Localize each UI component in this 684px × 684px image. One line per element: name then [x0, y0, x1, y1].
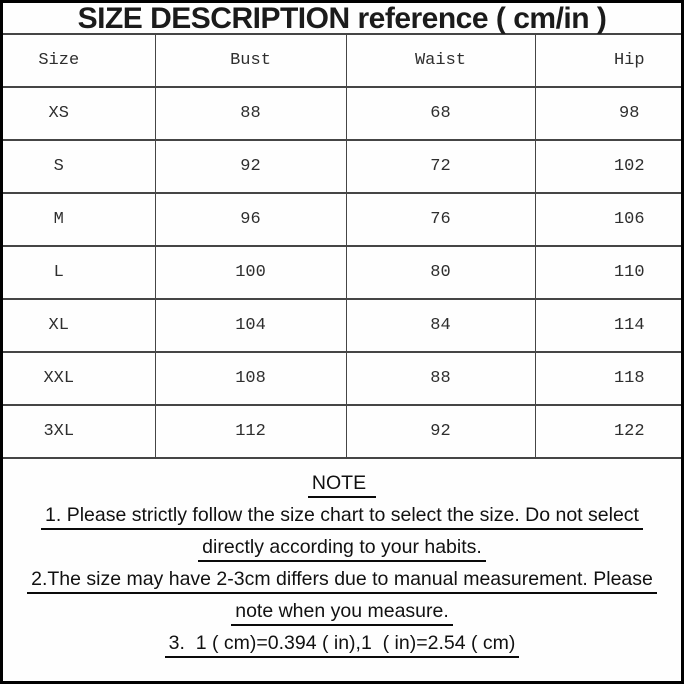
page-title: SIZE DESCRIPTION reference ( cm/in )	[77, 2, 607, 35]
cell-hip: 118	[535, 352, 681, 405]
note-section	[3, 459, 681, 658]
note-line-text: directly according to your habits.	[198, 536, 486, 562]
note-line-text: 3. 1 ( cm)=0.394 ( in),1 ( in)=2.54 ( cm)	[165, 632, 520, 658]
table-row	[3, 87, 681, 140]
column-header-size: Size	[3, 34, 155, 87]
cell-size: M	[3, 193, 155, 246]
cell-hip: 102	[535, 140, 681, 193]
note-heading-row	[3, 472, 681, 498]
cell-waist: 76	[346, 193, 535, 246]
cell-waist: 88	[346, 352, 535, 405]
cell-hip: 98	[535, 87, 681, 140]
column-header-bust: Bust	[155, 34, 346, 87]
cell-bust: 88	[155, 87, 346, 140]
cell-waist: 72	[346, 140, 535, 193]
cell-size: S	[3, 140, 155, 193]
note-line-text: note when you measure.	[231, 600, 453, 626]
cell-waist: 80	[346, 246, 535, 299]
note-line	[3, 536, 681, 562]
cell-hip: 114	[535, 299, 681, 352]
column-header-waist: Waist	[346, 34, 535, 87]
column-header-hip: Hip	[535, 34, 681, 87]
cell-size: L	[3, 246, 155, 299]
cell-waist: 84	[346, 299, 535, 352]
cell-bust: 108	[155, 352, 346, 405]
cell-bust: 104	[155, 299, 346, 352]
table-row	[3, 246, 681, 299]
cell-bust: 96	[155, 193, 346, 246]
table-row	[3, 299, 681, 352]
note-line-text: 2.The size may have 2-3cm differs due to manual measurement. Please	[27, 568, 657, 594]
note-line	[3, 504, 681, 530]
table-row	[3, 140, 681, 193]
cell-bust: 112	[155, 405, 346, 458]
cell-hip: 110	[535, 246, 681, 299]
size-table	[3, 33, 681, 459]
note-line-text: 1. Please strictly follow the size chart to select the size. Do not select	[41, 504, 643, 530]
note-line	[3, 568, 681, 594]
cell-size: 3XL	[3, 405, 155, 458]
header-row	[3, 34, 681, 87]
note-heading: NOTE	[308, 472, 376, 498]
size-table-body	[3, 87, 681, 458]
note-line	[3, 632, 681, 658]
cell-bust: 92	[155, 140, 346, 193]
cell-size: XS	[3, 87, 155, 140]
cell-size: XXL	[3, 352, 155, 405]
table-row	[3, 352, 681, 405]
cell-waist: 68	[346, 87, 535, 140]
size-table-header	[3, 34, 681, 87]
note-line	[3, 600, 681, 626]
table-row	[3, 405, 681, 458]
cell-bust: 100	[155, 246, 346, 299]
table-row	[3, 193, 681, 246]
cell-hip: 106	[535, 193, 681, 246]
cell-waist: 92	[346, 405, 535, 458]
cell-size: XL	[3, 299, 155, 352]
cell-hip: 122	[535, 405, 681, 458]
